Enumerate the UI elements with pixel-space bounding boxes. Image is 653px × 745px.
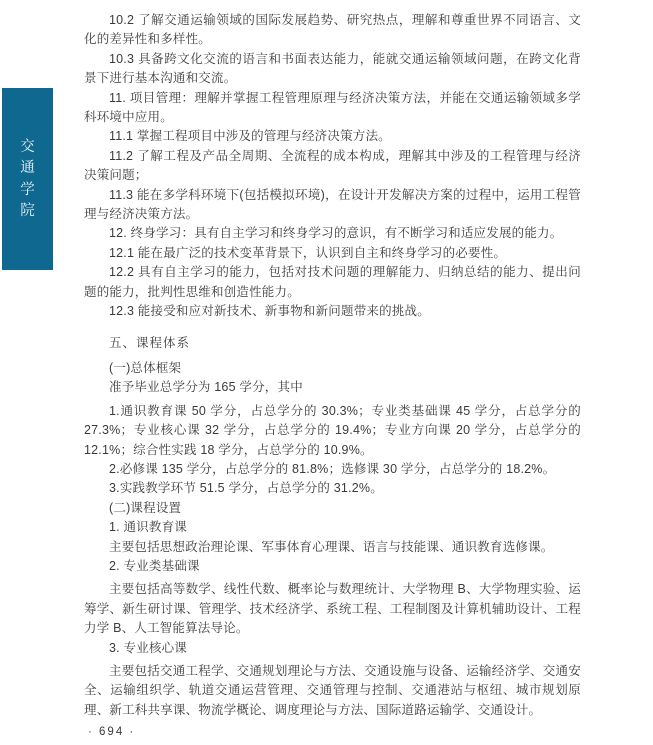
para-outcome-11-2: 11.2 了解工程及产品全周期、全流程的成本构成，理解其中涉及的工程管理与经济决策问题； xyxy=(84,148,581,183)
college-tab-char: 院 xyxy=(20,203,35,219)
para-item-major-foundation: 2. 专业类基础课 xyxy=(109,558,200,573)
para-major-core-courses: 主要包括交通工程学、交通规划理论与方法、交通设施与设备、运输经济学、交通安全、运输组织学、轨道交通运营管理、交通管理与控制、交通港站与枢纽、城市规划原理、新工科共享课、物流学概论、调度理论与方法、国际道路运输学、交通设计。 xyxy=(84,664,581,717)
college-tab-char: 通 xyxy=(20,160,35,176)
para-outcome-10-3: 10.3 具备跨文化交流的语言和书面表达能力，能就交通运输领域问题，在跨文化背景下进行基本沟通和交流。 xyxy=(84,51,581,86)
para-general-education-courses: 主要包括思想政治理论课、军事体育心理课、语言与技能课、通识教育选修课。 xyxy=(109,539,554,554)
para-outcome-11: 11. 项目管理：理解并掌握工程管理原理与经济决策方法，并能在交通运输领域多学科环境中应用。 xyxy=(84,90,581,125)
para-item-general-education: 1. 通识教育课 xyxy=(109,520,187,535)
para-subheading-course-setup: (二)课程设置 xyxy=(109,500,182,515)
para-outcome-12-2: 12.2 具有自主学习的能力，包括对技术问题的理解能力、归纳总结的能力、提出问题的能力，批判性思维和创造性能力。 xyxy=(84,265,581,299)
page-number: · 694 · xyxy=(88,726,136,738)
college-tab xyxy=(2,88,53,270)
college-tab-char: 学 xyxy=(20,181,35,198)
para-subheading-framework: (一)总体框架 xyxy=(109,360,182,375)
para-outcome-12: 12. 终身学习：具有自主学习和终身学习的意识，有不断学习和适应发展的能力。 xyxy=(109,226,563,241)
para-practice-credits: 3.实践教学环节 51.5 学分，占总学分的 31.2%。 xyxy=(109,481,383,496)
document-body xyxy=(84,11,581,720)
college-tab-char: 交 xyxy=(20,138,35,155)
para-outcome-11-1: 11.1 掌握工程项目中涉及的管理与经济决策方法。 xyxy=(109,129,391,144)
para-total-credits: 准予毕业总学分为 165 学分，其中 xyxy=(109,380,303,395)
para-credit-breakdown: 1.通识教育课 50 学分，占总学分的 30.3%；专业类基础课 45 学分，占总学分的 27.3%；专业核心课 32 学分，占总学分的 19.4%；专业方向课 20 学分，占总学分的 12.1%；综合性实践 18 学分，占总学分的 10.9%。 xyxy=(84,403,581,457)
para-required-elective: 2.必修课 135 学分，占总学分的 81.8%；选修课 30 学分，占总学分的 18.2%。 xyxy=(109,461,556,476)
para-outcome-12-1: 12.1 能在最广泛的技术变革背景下，认识到自主和终身学习的必要性。 xyxy=(109,245,507,260)
para-item-major-core: 3. 专业核心课 xyxy=(109,640,187,655)
para-outcome-12-3: 12.3 能接受和应对新技术、新事物和新问题带来的挑战。 xyxy=(109,304,430,319)
para-outcome-10-2: 10.2 了解交通运输领域的国际发展趋势、研究热点，理解和尊重世界不同语言、文化的差异性和多样性。 xyxy=(84,13,581,47)
para-outcome-11-3: 11.3 能在多学科环境下(包括模拟环境)，在设计开发解决方案的过程中，运用工程管理与经济决策方法。 xyxy=(84,187,581,222)
para-major-foundation-courses: 主要包括高等数学、线性代数、概率论与数理统计、大学物理 B、大学物理实验、运筹学、新生研讨课、管理学、技术经济学、系统工程、工程制图及计算机辅助设计、工程力学 B、人工智能算法导论。 xyxy=(84,582,581,636)
section-heading-curriculum: 五、课程体系 xyxy=(109,335,191,350)
